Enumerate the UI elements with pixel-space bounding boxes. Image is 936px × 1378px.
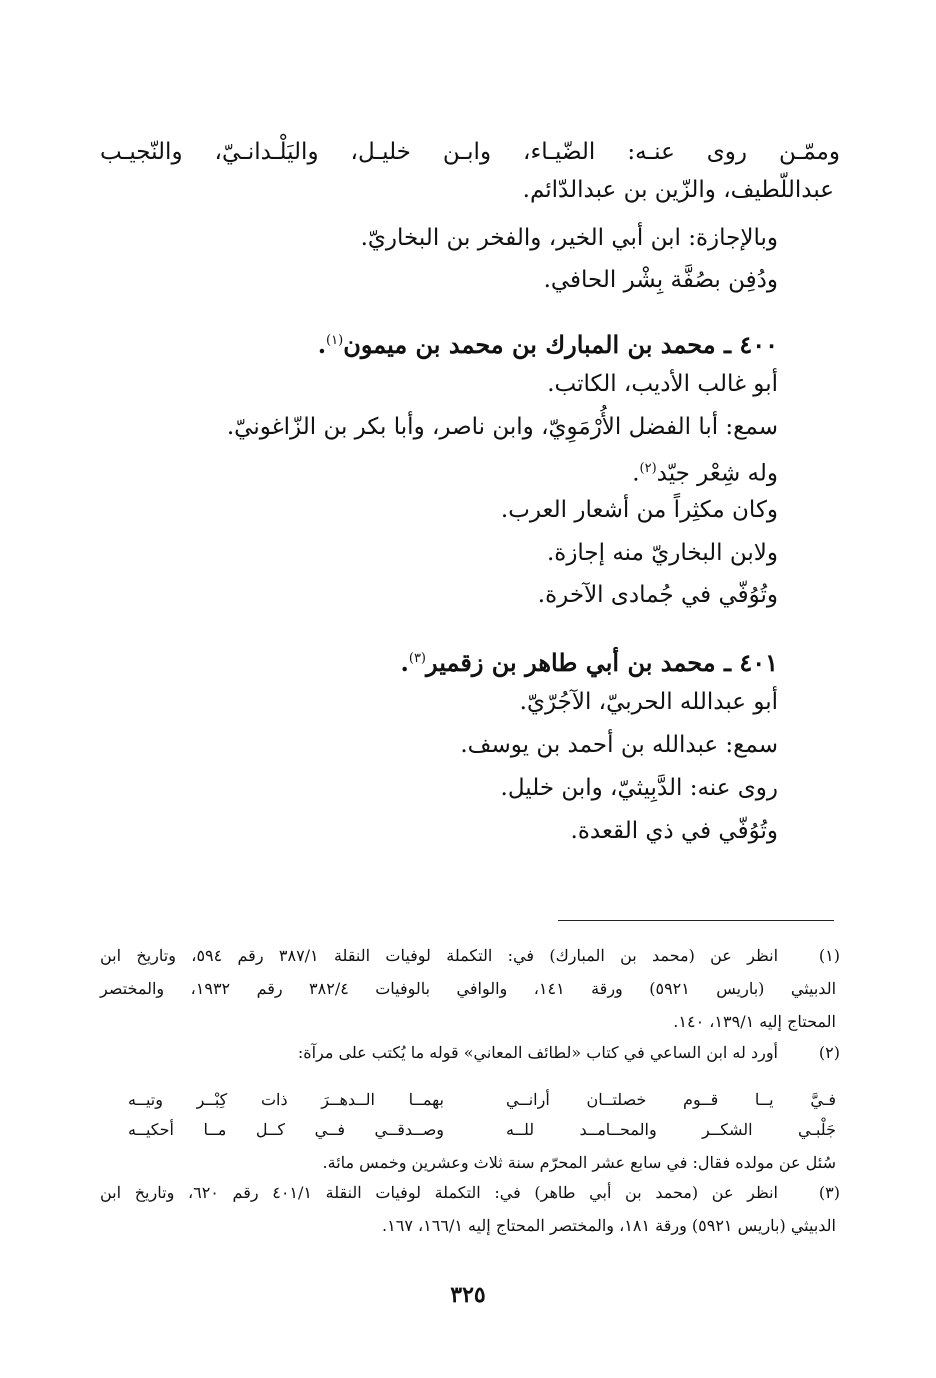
entry-end: . [400,648,409,677]
text-line: عبداللّطيف، والزّين بن عبدالدّائم. [522,177,834,203]
page-number: ٣٢٥ [450,1282,486,1308]
footnote-number: (٣) [818,1183,840,1202]
footnote-ref: (٣) [408,651,426,666]
footnote-number: (١) [818,946,840,965]
poem-hemistich: جَلْبـي الشكــر والمحــامــد للــه [506,1120,836,1139]
footnote-ref: (١) [326,333,344,348]
entry-heading [318,323,778,363]
entry-title: ٤٠١ ـ محمد بن أبي طاهر بن زقمير [426,648,778,677]
text-line: أبو غالب الأديب، الكاتب. [547,371,778,397]
entry-heading [401,641,779,681]
footnote-line: الدبيثي (باريس ٥٩٢١) ورقة ١٤١، والوافي بالوفيات ٣٨٢/٤ رقم ١٩٣٢، والمختصر [100,979,837,998]
footnote-line: انظر عن (محمد بن أبي طاهر) في: التكملة لوفيات النقلة ٤٠١/١ رقم ٦٢٠، وتاريخ ابن [100,1183,778,1202]
text-end: . [632,460,640,487]
poem-hemistich: بهمــا الــدهــرَ ذات كِبْــر وتيــه [128,1090,444,1109]
text-line: وكان مكثِراً من أشعار العرب. [500,497,778,523]
text-line [632,451,778,492]
footnote-line: انظر عن (محمد بن المبارك) في: التكملة لوفيات النقلة ٣٨٧/١ رقم ٥٩٤، وتاريخ ابن [100,946,779,965]
text-line: ودُفِن بصُفَّة بِشْر الحافي. [543,267,778,293]
entry-title: ٤٠٠ ـ محمد بن المبارك بن محمد بن ميمون [343,330,778,359]
text-line: وتُوُفّي في جُمادى الآخرة. [537,582,778,608]
text-line: وبالإجازة: ابن أبي الخير، والفخر بن البخاريّ. [360,225,778,251]
text-line: سمع: أبا الفضل الأُرْمَوِيّ، وابن ناصر، وأبا بكر بن الزّاغونيّ. [226,414,778,440]
footnote-line: أورد له ابن الساعي في كتاب «لطائف المعاني» قوله ما يُكتب على مرآة: [297,1043,778,1062]
footnote-separator [558,920,834,921]
poem-hemistich: وصــدقــي فــي كــل مــا أحكيــه [128,1120,444,1139]
text-segment: وله شِعْر جيّد [656,460,778,487]
poem-hemistich: فـيَّ يــا قــوم خصلتــان أرانــي [506,1090,836,1109]
footnote-line: الدبيثي (باريس ٥٩٢١) ورقة ١٨١، والمختصر المحتاج إليه ١٦٦/١، ١٦٧. [382,1216,836,1235]
text-line: وتُوُفّي في ذي القعدة. [570,818,778,844]
footnote-number: (٢) [818,1043,840,1062]
text-line: ولابن البخاريّ منه إجازة. [546,540,778,566]
entry-end: . [317,330,327,359]
footnote-line: سُئل عن مولده فقال: في سابع عشر المحرّم سنة ثلاث وعشرين وخمس مائة. [322,1153,836,1172]
text-line: أبو عبدالله الحربيّ، الآجُرّيّ. [519,689,778,715]
text-line: سمع: عبدالله بن أحمد بن يوسف. [460,732,778,758]
text-line: روى عنه: الدَّبِيثيّ، وابن خليل. [500,775,778,801]
footnote-ref: (٢) [639,461,657,476]
footnote-line: المحتاج إليه ١٣٩/١، ١٤٠. [673,1012,836,1031]
text-line: وممّـن روى عنـه: الضّيـاء، وابـن خليـل، واليَلْـدانـيّ، والنّجيـب [100,139,840,165]
